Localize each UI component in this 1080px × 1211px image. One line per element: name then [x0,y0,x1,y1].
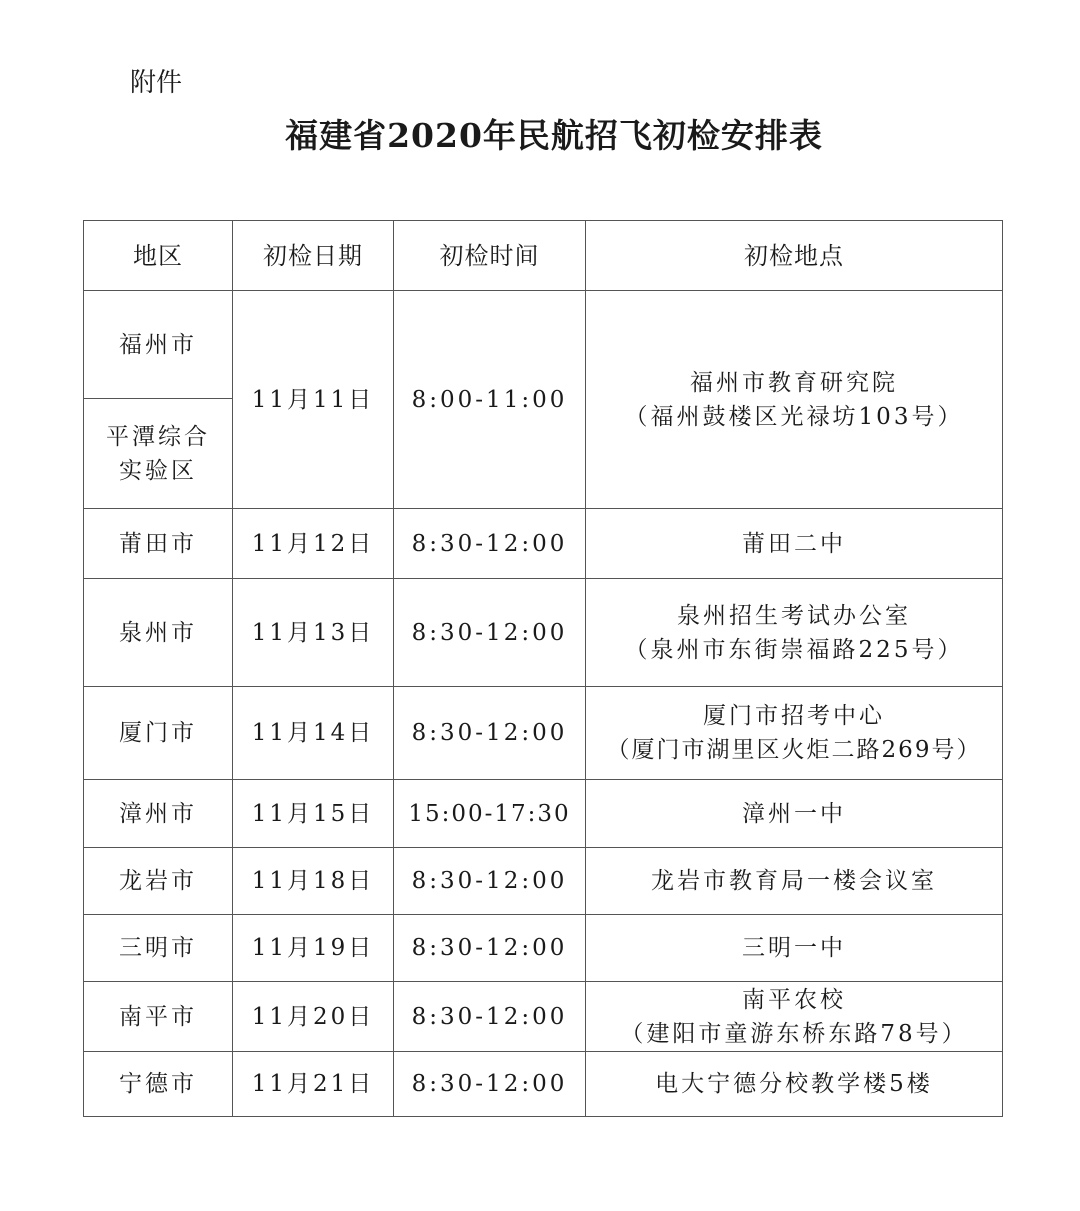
region-name: 平潭综合实验区 [106,423,210,484]
region-cell [84,399,233,509]
time-cell: 8:30-12:00 [394,579,586,687]
table-row [84,291,1003,399]
location-cell [586,982,1003,1052]
header-location: 初检地点 [586,221,1003,291]
location-name: 漳州一中 [742,800,846,827]
table-row [84,509,1003,579]
date-cell: 11月18日 [233,848,394,915]
time-cell: 15:00-17:30 [394,780,586,848]
date-cell: 11月15日 [233,780,394,848]
location-name: 电大宁德分校教学楼5楼 [655,1071,933,1097]
region-cell: 宁德市 [84,1052,233,1117]
location-cell [586,915,1003,982]
table-row [84,915,1003,982]
schedule-table [83,220,1003,1117]
header-date: 初检日期 [233,221,394,291]
region-cell: 泉州市 [84,579,233,687]
date-cell: 11月21日 [233,1052,394,1117]
location-cell [586,579,1003,687]
date-cell: 11月20日 [233,982,394,1052]
region-cell: 厦门市 [84,687,233,780]
header-region: 地区 [84,221,233,291]
region-cell: 南平市 [84,982,233,1052]
time-cell: 8:00-11:00 [394,291,586,509]
table-row [84,579,1003,687]
date-cell: 11月14日 [233,687,394,780]
date-cell: 11月12日 [233,509,394,579]
location-cell [586,291,1003,509]
location-name: 三明一中 [742,935,846,961]
location-cell [586,848,1003,915]
date-cell: 11月19日 [233,915,394,982]
attachment-label: 附件 [130,68,183,98]
region-cell: 三明市 [84,915,233,982]
time-cell: 8:30-12:00 [394,848,586,915]
region-cell: 福州市 [84,291,233,399]
time-cell: 8:30-12:00 [394,915,586,982]
table-row [84,848,1003,915]
location-address: （建阳市童游东桥东路78号） [620,1020,968,1047]
table-row [84,1052,1003,1117]
table-row [84,687,1003,780]
location-cell [586,687,1003,780]
location-name: 厦门市招考中心 [703,703,885,729]
table-row [84,780,1003,848]
date-cell: 11月13日 [233,579,394,687]
table-header-row [84,221,1003,291]
time-cell: 8:30-12:00 [394,1052,586,1117]
time-cell: 8:30-12:00 [394,982,586,1052]
location-cell [586,780,1003,848]
date-cell: 11月11日 [233,291,394,509]
region-cell: 漳州市 [84,780,233,848]
location-address: （福州鼓楼区光禄坊103号） [624,403,964,430]
location-address: （泉州市东街崇福路225号） [624,636,964,663]
location-name: 龙岩市教育局一楼会议室 [651,868,937,894]
location-name: 泉州招生考试办公室 [677,602,911,629]
location-cell [586,1052,1003,1117]
document-title: 福建省2020年民航招飞初检安排表 [285,116,823,155]
location-name: 莆田二中 [742,530,846,557]
time-cell: 8:30-12:00 [394,687,586,780]
location-name: 南平农校 [742,986,846,1013]
region-cell: 莆田市 [84,509,233,579]
time-cell: 8:30-12:00 [394,509,586,579]
table-row [84,982,1003,1052]
location-name: 福州市教育研究院 [690,369,898,396]
location-address: （厦门市湖里区火炬二路269号） [606,737,982,763]
location-cell [586,509,1003,579]
header-time: 初检时间 [394,221,586,291]
region-cell: 龙岩市 [84,848,233,915]
